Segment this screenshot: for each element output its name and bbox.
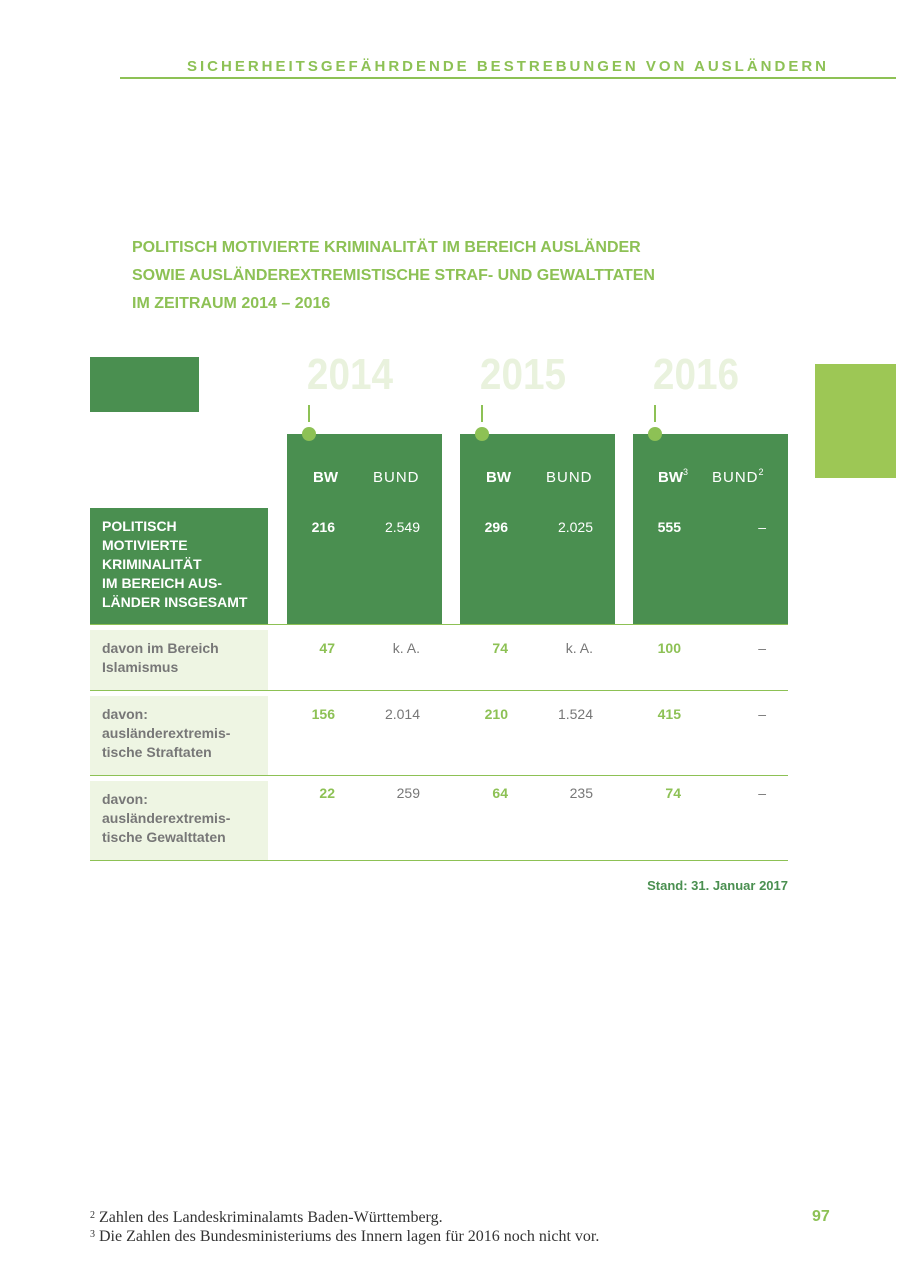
cell-gewalttaten-bund-2014: 259 bbox=[396, 785, 420, 801]
row-header-line: Islamismus bbox=[102, 659, 179, 675]
year-marker-dot bbox=[648, 427, 662, 441]
col-header-bw-2016 bbox=[658, 469, 688, 486]
footnotes bbox=[90, 1208, 599, 1246]
cell-gewalttaten-bund-2016: – bbox=[758, 785, 766, 801]
row-divider bbox=[90, 624, 788, 625]
table-bottom-rule bbox=[90, 860, 788, 861]
running-header: SICHERHEITSGEFÄHRDENDE BESTREBUNGEN VON AUSLÄNDERN bbox=[187, 58, 829, 75]
footnote-text: Zahlen des Landeskriminalamts Baden-Württemberg. bbox=[95, 1209, 443, 1226]
col-header-bw-2014: BW bbox=[313, 469, 338, 486]
row-header-line: KRIMINALITÄT bbox=[102, 556, 202, 572]
row-header-total bbox=[90, 508, 268, 624]
header-rule bbox=[120, 77, 896, 79]
year-marker-dot bbox=[302, 427, 316, 441]
year-label-2016: 2016 bbox=[652, 350, 740, 399]
footnote-ref: 3 bbox=[683, 467, 689, 477]
year-tick bbox=[308, 405, 310, 422]
cell-islamismus-bw-2015: 74 bbox=[492, 640, 508, 656]
cell-straftaten-bw-2014: 156 bbox=[311, 706, 335, 722]
section-title bbox=[132, 234, 655, 318]
row-header-line: ausländerextremis- bbox=[102, 810, 231, 826]
year-tick bbox=[481, 405, 483, 422]
chapter-tab bbox=[815, 364, 896, 478]
year-label-2015: 2015 bbox=[479, 350, 567, 399]
cell-total-bw-2015: 296 bbox=[484, 519, 508, 535]
col-header-bw-label: BW bbox=[658, 469, 683, 486]
cell-straftaten-bw-2015: 210 bbox=[484, 706, 508, 722]
cell-islamismus-bw-2016: 100 bbox=[657, 640, 681, 656]
row-header-straftaten bbox=[90, 696, 268, 775]
footnote-ref: 2 bbox=[758, 467, 765, 477]
row-header-line: LÄNDER INSGESAMT bbox=[102, 594, 248, 610]
cell-straftaten-bw-2016: 415 bbox=[657, 706, 681, 722]
cell-straftaten-bund-2015: 1.524 bbox=[557, 706, 593, 722]
row-divider bbox=[90, 690, 788, 691]
cell-islamismus-bund-2014: k. A. bbox=[392, 640, 420, 656]
year-tick bbox=[654, 405, 656, 422]
row-header-line: IM BEREICH AUS- bbox=[102, 575, 223, 591]
footnote-number: 3 bbox=[90, 1229, 95, 1240]
cell-total-bw-2014: 216 bbox=[311, 519, 335, 535]
section-title-line: IM ZEITRAUM 2014 – 2016 bbox=[132, 295, 331, 312]
row-header-islamismus bbox=[90, 630, 268, 690]
cell-gewalttaten-bw-2014: 22 bbox=[319, 785, 335, 801]
footnote bbox=[90, 1208, 599, 1227]
year-marker-dot bbox=[475, 427, 489, 441]
cell-islamismus-bw-2014: 47 bbox=[319, 640, 335, 656]
col-header-bund-2014: BUND bbox=[373, 469, 420, 486]
footnote bbox=[90, 1227, 599, 1246]
cell-gewalttaten-bw-2016: 74 bbox=[665, 785, 681, 801]
row-header-line: ausländerextremis- bbox=[102, 725, 231, 741]
cell-straftaten-bund-2014: 2.014 bbox=[384, 706, 420, 722]
cell-gewalttaten-bw-2015: 64 bbox=[492, 785, 508, 801]
row-header-line: tische Straftaten bbox=[102, 744, 212, 760]
row-header-gewalttaten bbox=[90, 781, 268, 860]
row-header-line: davon: bbox=[102, 706, 148, 722]
table-corner-block bbox=[90, 357, 199, 412]
cell-total-bw-2016: 555 bbox=[657, 519, 681, 535]
col-header-bw-2015: BW bbox=[486, 469, 511, 486]
cell-total-bund-2016: – bbox=[758, 519, 766, 535]
year-label-2014: 2014 bbox=[306, 350, 394, 399]
cell-gewalttaten-bund-2015: 235 bbox=[569, 785, 593, 801]
page-number: 97 bbox=[812, 1208, 830, 1225]
cell-straftaten-bund-2016: – bbox=[758, 706, 766, 722]
cell-total-bund-2014: 2.549 bbox=[384, 519, 420, 535]
col-header-bund-2015: BUND bbox=[546, 469, 593, 486]
footnote-text: Die Zahlen des Bundesministeriums des Innern lagen für 2016 noch nicht vor. bbox=[95, 1228, 600, 1245]
cell-islamismus-bund-2016: – bbox=[758, 640, 766, 656]
row-divider bbox=[90, 775, 788, 776]
row-header-line: tische Gewalttaten bbox=[102, 829, 226, 845]
col-header-bund-2016 bbox=[712, 469, 765, 486]
footnote-number: 2 bbox=[90, 1210, 95, 1221]
cell-total-bund-2015: 2.025 bbox=[557, 519, 593, 535]
row-header-line: davon im Bereich bbox=[102, 640, 219, 656]
section-title-line: POLITISCH MOTIVIERTE KRIMINALITÄT IM BEREICH AUSLÄNDER bbox=[132, 239, 641, 256]
row-header-line: davon: bbox=[102, 791, 148, 807]
section-title-line: SOWIE AUSLÄNDEREXTREMISTISCHE STRAF- UND GEWALTTATEN bbox=[132, 267, 655, 284]
data-date-note: Stand: 31. Januar 2017 bbox=[647, 878, 788, 893]
row-header-line: POLITISCH MOTIVIERTE bbox=[102, 518, 188, 553]
col-header-bund-label: BUND bbox=[712, 469, 759, 486]
cell-islamismus-bund-2015: k. A. bbox=[565, 640, 593, 656]
